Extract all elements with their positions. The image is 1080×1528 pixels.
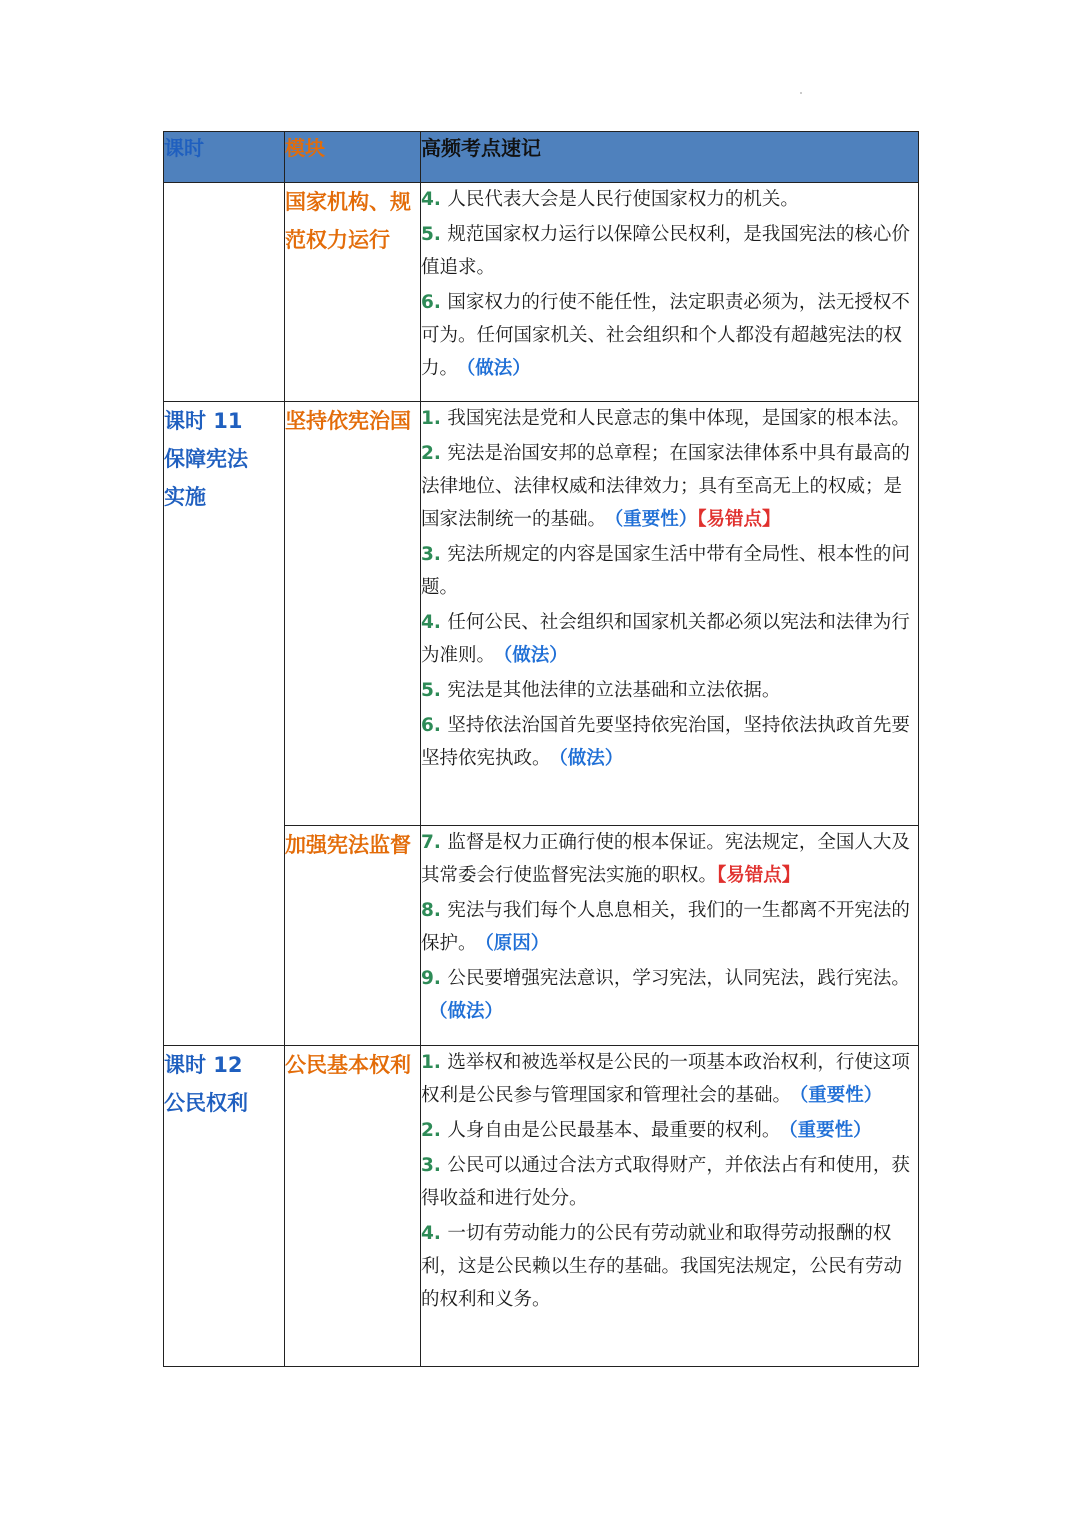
point-number: 1.	[421, 408, 448, 429]
category-tag: （原因）	[484, 933, 550, 954]
key-point	[421, 894, 918, 960]
error-prone-tag: 【易错点】	[697, 509, 781, 530]
point-text: 我国宪法是党和人民意志的集中体现，是国家的根本法。	[447, 408, 910, 429]
module-cell: 国家机构、规范权力运行	[285, 183, 421, 402]
point-number: 3.	[421, 544, 448, 565]
key-point	[421, 538, 918, 604]
key-point	[421, 962, 918, 1028]
point-number: 1.	[421, 1052, 448, 1073]
point-text: 坚持依法治国首先要坚持依宪治国，坚持依法执政首先要坚持依宪执政。	[421, 715, 910, 769]
points-cell	[421, 183, 919, 402]
header-lesson: 课时	[164, 132, 285, 183]
point-text: 选举权和被选举权是公民的一项基本政治权利，行使这项权利是公民参与管理国家和管理社会的基础。	[421, 1052, 910, 1106]
point-number: 4.	[421, 189, 448, 210]
key-point	[421, 1149, 918, 1215]
module-cell: 坚持依宪治国	[285, 402, 421, 826]
point-text: 国家权力的行使不能任性，法定职责必须为，法无授权不可为。任何国家机关、社会组织和个人都没有超越宪法的权力。	[421, 292, 910, 379]
key-point	[421, 674, 918, 707]
point-number: 9.	[421, 968, 448, 989]
point-number: 2.	[421, 443, 448, 464]
lesson-label-line: 保障宪法	[164, 447, 248, 471]
key-point	[421, 826, 918, 892]
point-number: 6.	[421, 715, 448, 736]
point-number: 4.	[421, 1223, 448, 1244]
points-cell	[421, 402, 919, 826]
header-key-points: 高频考点速记	[421, 132, 919, 183]
point-number: 3.	[421, 1155, 448, 1176]
point-text: 人民代表大会是人民行使国家权力的机关。	[447, 189, 799, 210]
category-tag: （做法）	[558, 748, 624, 769]
header-module: 模块	[285, 132, 421, 183]
point-number: 7.	[421, 832, 448, 853]
category-tag: （重要性）	[799, 1085, 883, 1106]
lesson-label-line: 公民权利	[164, 1091, 248, 1115]
error-prone-tag: 【易错点】	[717, 865, 801, 886]
key-point	[421, 286, 918, 385]
table-body	[164, 183, 919, 1367]
module-cell: 公民基本权利	[285, 1046, 421, 1367]
category-tag: （做法）	[466, 358, 531, 379]
point-text: 任何公民、社会组织和国家机关都必须以宪法和法律为行为准则。	[421, 612, 910, 666]
point-text: 宪法所规定的内容是国家生活中带有全局性、根本性的问题。	[421, 544, 910, 598]
lesson-cell	[164, 402, 285, 1046]
module-cell: 加强宪法监督	[285, 826, 421, 1046]
key-point	[421, 218, 918, 284]
table-header	[164, 132, 919, 183]
category-tag: （重要性）	[614, 509, 698, 530]
category-tag: （重要性）	[788, 1120, 872, 1141]
point-number: 5.	[421, 680, 448, 701]
table-row	[164, 1046, 919, 1367]
lesson-cell	[164, 1046, 285, 1367]
point-number: 6.	[421, 292, 448, 313]
key-point	[421, 709, 918, 775]
key-point	[421, 402, 918, 435]
lesson-label-line: 实施	[164, 485, 206, 509]
point-number: 4.	[421, 612, 448, 633]
table-row	[164, 183, 919, 402]
key-point	[421, 606, 918, 672]
key-point	[421, 437, 918, 536]
key-point	[421, 1114, 918, 1147]
point-number: 5.	[421, 224, 448, 245]
category-tag: （做法）	[503, 645, 568, 666]
key-point	[421, 1217, 918, 1316]
decorative-dot	[800, 92, 802, 94]
point-text: 公民要增强宪法意识，学习宪法，认同宪法，践行宪法。	[447, 968, 910, 989]
lesson-label-line: 课时 12	[164, 1053, 243, 1077]
point-number: 8.	[421, 900, 448, 921]
point-text: 人身自由是公民最基本、最重要的权利。	[447, 1120, 781, 1141]
category-tag: （做法）	[429, 1001, 504, 1022]
points-cell	[421, 1046, 919, 1367]
point-text: 公民可以通过合法方式取得财产，并依法占有和使用，获得收益和进行处分。	[421, 1155, 910, 1209]
lesson-label-line: 课时 11	[164, 409, 243, 433]
point-text: 宪法是治国安邦的总章程；在国家法律体系中具有最高的法律地位、法律权威和法律效力；具有至高无上的权威；是国家法制统一的基础。	[421, 443, 910, 530]
point-text: 规范国家权力运行以保障公民权利，是我国宪法的核心价值追求。	[421, 224, 910, 278]
lesson-cell	[164, 183, 285, 402]
point-text: 一切有劳动能力的公民有劳动就业和取得劳动报酬的权利，这是公民赖以生存的基础。我国宪法规定，公民有劳动的权利和义务。	[421, 1223, 903, 1310]
key-point	[421, 1046, 918, 1112]
points-cell	[421, 826, 919, 1046]
table-row	[164, 402, 919, 826]
point-text: 监督是权力正确行使的根本保证。宪法规定，全国人大及其常委会行使监督宪法实施的职权。	[421, 832, 910, 886]
point-text: 宪法是其他法律的立法基础和立法依据。	[447, 680, 781, 701]
point-text: 宪法与我们每个人息息相关，我们的一生都离不开宪法的保护。	[421, 900, 910, 954]
point-number: 2.	[421, 1120, 448, 1141]
key-point	[421, 183, 918, 216]
key-points-table	[163, 131, 919, 1367]
